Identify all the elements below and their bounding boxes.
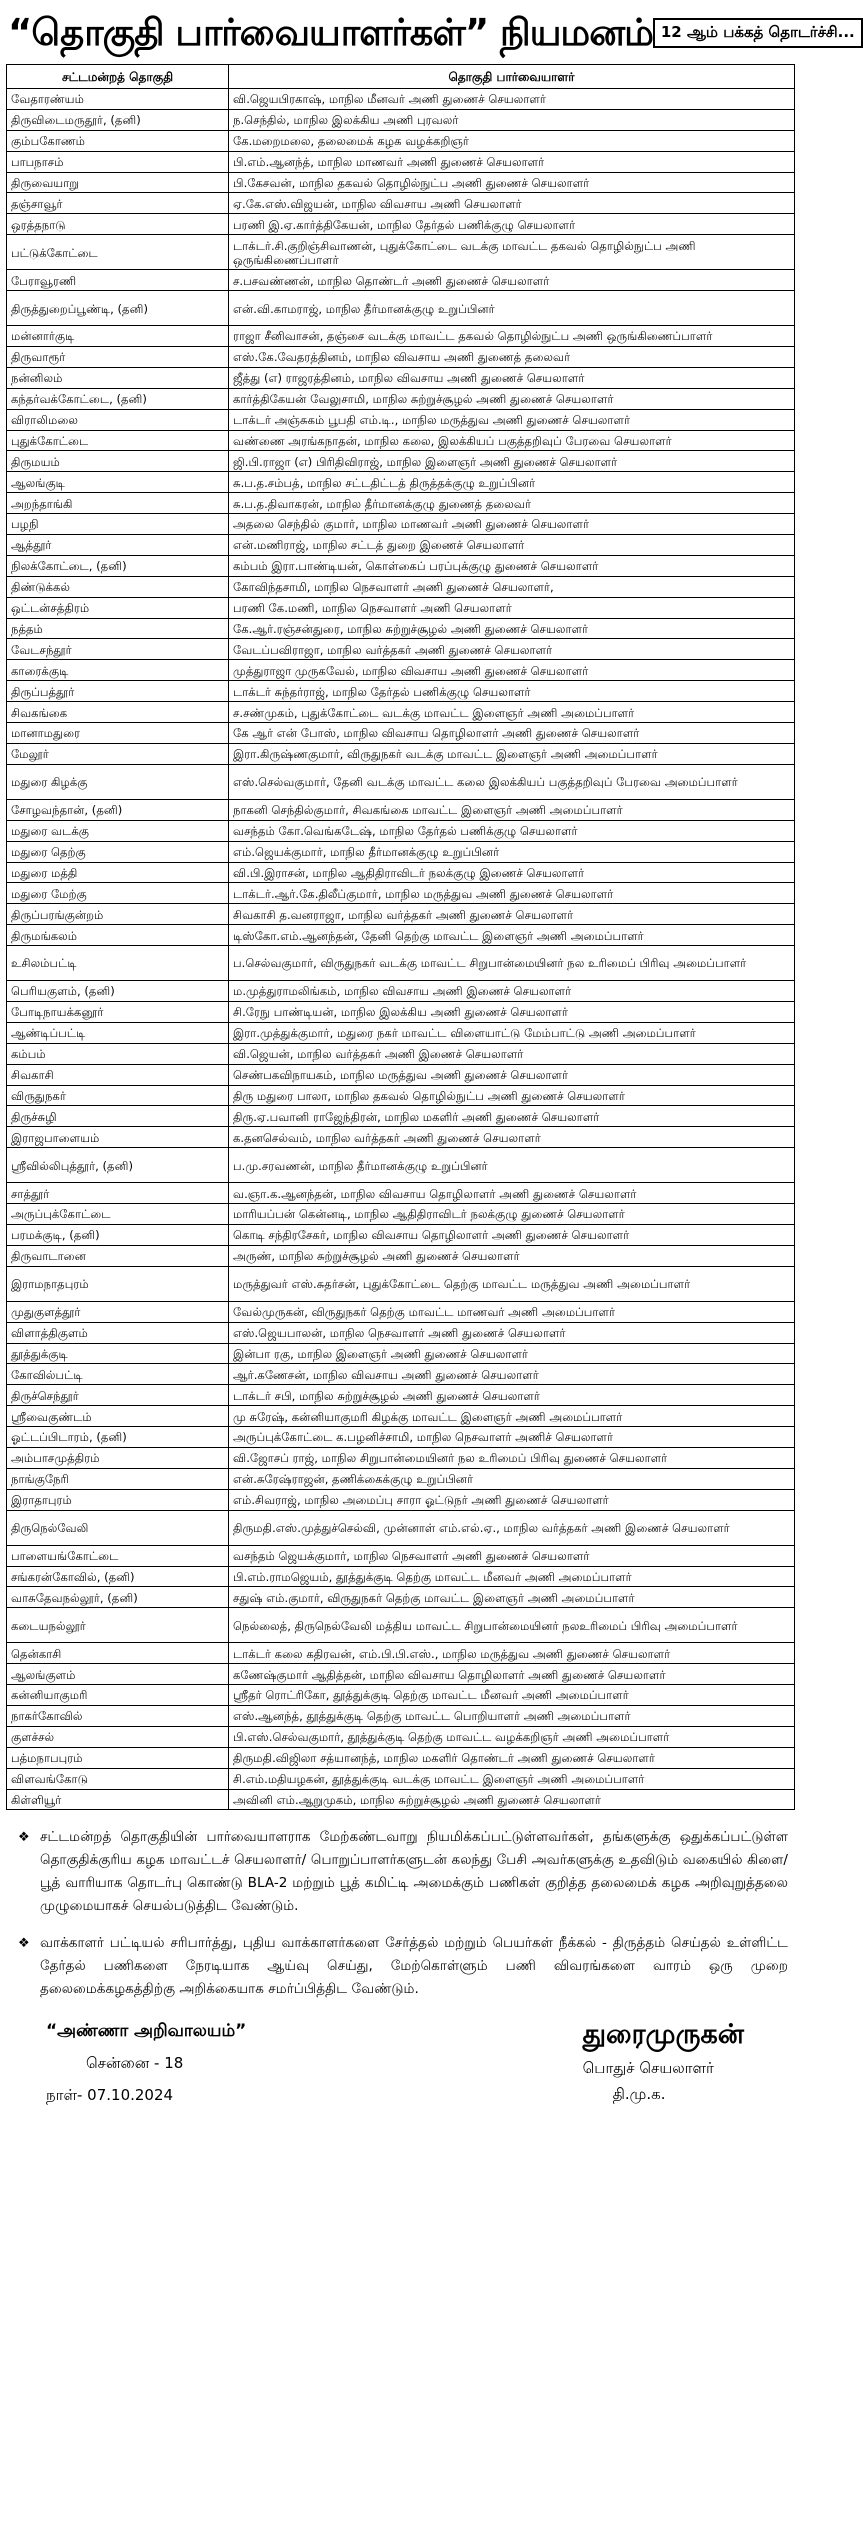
table-row — [7, 1183, 795, 1204]
observer-cell: சு.ப.த.சம்பத், மாநில சட்டதிட்டத் திருத்தக்குழு உறுப்பினர் — [229, 472, 795, 493]
observer-cell: கே.மறைமலை, தலைமைக் கழக வழக்கறிஞர் — [229, 130, 795, 151]
constituency-cell: ஓட்டப்பிடாரம், (தனி) — [7, 1427, 229, 1448]
observer-cell: மாரியப்பன் கென்னடி, மாநில ஆதிதிராவிடர் நலக்குழு துணைச் செயலாளர் — [229, 1204, 795, 1225]
observer-cell: ஜீத்து (எ) ராஜரத்தினம், மாநில விவசாய அணி துணைச் செயலாளர் — [229, 367, 795, 388]
observer-cell: வேல்முருகன், விருதுநகர் தெற்கு மாவட்ட மாணவர் அணி அமைப்பாளர் — [229, 1301, 795, 1322]
table-row — [7, 743, 795, 764]
observer-cell: அருண், மாநில சுற்றுச்சூழல் அணி துணைச் செயலாளர் — [229, 1245, 795, 1266]
observer-cell: இரா.முத்துக்குமார், மதுரை நகர் மாவட்ட விளையாட்டு மேம்பாட்டு அணி அமைப்பாளர் — [229, 1022, 795, 1043]
observer-cell: நெல்லைத், திருநெல்வேலி மத்திய மாவட்ட சிறுபான்மையினர் நலஉரிமைப் பிரிவு அமைப்பாளர் — [229, 1608, 795, 1643]
observer-cell: எஸ்.செல்வகுமார், தேனி வடக்கு மாவட்ட கலை இலக்கியப் பகுத்தறிவுப் பேரவை அமைப்பாளர் — [229, 764, 795, 799]
observer-cell: பி.எம்.ஆனந்த், மாநில மாணவர் அணி துணைச் செயலாளர் — [229, 151, 795, 172]
table-row — [7, 576, 795, 597]
table-row — [7, 535, 795, 556]
constituency-cell: பட்டுக்கோட்டை — [7, 235, 229, 270]
table-row — [7, 681, 795, 702]
observer-cell: எஸ்.ஜெயபாலன், மாநில நெசவாளர் அணி துணைச் செயலாளர் — [229, 1322, 795, 1343]
constituency-cell: வேதாரண்யம் — [7, 89, 229, 110]
table-row — [7, 472, 795, 493]
table-row — [7, 1406, 795, 1427]
table-row — [7, 1022, 795, 1043]
table-row — [7, 493, 795, 514]
constituency-cell: திருமங்கலம் — [7, 925, 229, 946]
constituency-cell: நத்தம் — [7, 618, 229, 639]
constituency-cell: திருச்செந்தூர் — [7, 1385, 229, 1406]
observer-cell: வி.பி.இராசன், மாநில ஆதிதிராவிடர் நலக்குழு இணைச் செயலாளர் — [229, 862, 795, 883]
table-row — [7, 1468, 795, 1489]
table-row — [7, 1106, 795, 1127]
table-row — [7, 451, 795, 472]
table-row — [7, 841, 795, 862]
diamond-bullet-icon: ❖ — [18, 1936, 30, 1952]
table-row — [7, 904, 795, 925]
observer-cell: வ.ஞா.க.ஆனந்தன், மாநில விவசாய தொழிலாளர் அணி துணைச் செயலாளர் — [229, 1183, 795, 1204]
constituency-cell: மானாமதுரை — [7, 723, 229, 744]
constituency-cell: முதுகுளத்தூர் — [7, 1301, 229, 1322]
instruction-item — [18, 1826, 788, 1918]
observer-cell: டிஸ்கோ.எம்.ஆனந்தன், தேனி தெற்கு மாவட்ட இளைஞர் அணி அமைப்பாளர் — [229, 925, 795, 946]
observer-cell: ஏ.கே.எஸ்.விஜயன், மாநில விவசாய அணி செயலாளர் — [229, 193, 795, 214]
constituency-cell: ஆண்டிப்பட்டி — [7, 1022, 229, 1043]
constituency-cell: திருவாரூர் — [7, 347, 229, 368]
constituency-cell: ஸ்ரீவில்லிபுத்தூர், (தனி) — [7, 1148, 229, 1183]
observer-cell: சி.எம்.மதியழகன், தூத்துக்குடி வடக்கு மாவட்ட இளைஞர் அணி அமைப்பாளர் — [229, 1768, 795, 1789]
constituency-cell: போடிநாயக்கனூர் — [7, 1001, 229, 1022]
observer-cell: கம்பம் இரா.பாண்டியன், கொள்கைப் பரப்புக்குழு துணைச் செயலாளர் — [229, 555, 795, 576]
office-city: சென்னை - 18 — [86, 2054, 184, 2073]
constituency-cell: பேராவூரணி — [7, 270, 229, 291]
constituency-cell: நாங்குநேரி — [7, 1468, 229, 1489]
constituency-cell: பெரியகுளம், (தனி) — [7, 981, 229, 1002]
observer-cell: நாகனி செந்தில்குமார், சிவகங்கை மாவட்ட இளைஞர் அணி அமைப்பாளர் — [229, 799, 795, 820]
party-name: தி.மு.க. — [612, 2085, 666, 2104]
constituency-cell: மதுரை தெற்கு — [7, 841, 229, 862]
observer-cell: எஸ்.கே.வேதரத்தினம், மாநில விவசாய அணி துணைத் தலைவர் — [229, 347, 795, 368]
table-row — [7, 1489, 795, 1510]
observer-cell: எஸ்.ஆனந்த், தூத்துக்குடி தெற்கு மாவட்ட பொறியாளர் அணி அமைப்பாளர் — [229, 1706, 795, 1727]
constituency-cell: கும்பகோணம் — [7, 130, 229, 151]
observer-cell: ராஜா சீனிவாசன், தஞ்சை வடக்கு மாவட்ட தகவல் தொழில்நுட்ப அணி ஒருங்கிணைப்பாளர் — [229, 326, 795, 347]
table-row — [7, 1085, 795, 1106]
table-row — [7, 925, 795, 946]
footer-left — [46, 2015, 246, 2111]
constituency-cell: புதுக்கோட்டை — [7, 430, 229, 451]
constituency-cell: கிள்ளியூர் — [7, 1789, 229, 1810]
instructions — [6, 1826, 794, 2001]
table-row — [7, 1789, 795, 1810]
constituency-cell: மதுரை மத்தி — [7, 862, 229, 883]
table-row — [7, 347, 795, 368]
constituency-cell: ஒரத்தநாடு — [7, 214, 229, 235]
constituency-cell: திருவாடானை — [7, 1245, 229, 1266]
observer-cell: எம்.ஜெயக்குமார், மாநில தீர்மானக்குழு உறுப்பினர் — [229, 841, 795, 862]
table-row — [7, 1127, 795, 1148]
footer-right — [583, 2015, 784, 2111]
constituency-cell: மதுரை வடக்கு — [7, 820, 229, 841]
constituency-cell: திருப்பத்தூர் — [7, 681, 229, 702]
constituency-cell: தஞ்சாவூர் — [7, 193, 229, 214]
observer-cell: இன்பா ரகு, மாநில இளைஞர் அணி துணைச் செயலாளர் — [229, 1343, 795, 1364]
constituency-cell: ஆலங்குளம் — [7, 1664, 229, 1685]
table-row — [7, 270, 795, 291]
observer-cell: என்.வி.காமராஜ், மாநில தீர்மானக்குழு உறுப்பினர் — [229, 291, 795, 326]
header — [6, 8, 855, 58]
observer-cell: ம.முத்துராமலிங்கம், மாநில விவசாய அணி இணைச் செயலாளர் — [229, 981, 795, 1002]
table-row — [7, 1224, 795, 1245]
observer-cell: டாக்டர்.சி.குறிஞ்சிவாணன், புதுக்கோட்டை வடக்கு மாவட்ட தகவல் தொழில்நுட்ப அணி ஒருங்கிணைப்பாளர் — [229, 235, 795, 270]
constituency-cell: திருமயம் — [7, 451, 229, 472]
table-row — [7, 883, 795, 904]
observer-cell: டாக்டர் சபி, மாநில சுற்றுச்சூழல் அணி துணைச் செயலாளர் — [229, 1385, 795, 1406]
observer-cell: என்.சுரேஷ்ராஜன், தணிக்கைக்குழு உறுப்பினர் — [229, 1468, 795, 1489]
table-row — [7, 981, 795, 1002]
table-row — [7, 1447, 795, 1468]
observer-cell: ந.செந்தில், மாநில இலக்கிய அணி புரவலர் — [229, 109, 795, 130]
table-row — [7, 1664, 795, 1685]
constituency-cell: திருத்துறைப்பூண்டி, (தனி) — [7, 291, 229, 326]
table-row — [7, 1510, 795, 1545]
instruction-text: வாக்காளர் பட்டியல் சரிபார்த்து, புதிய வாக்காளர்களை சேர்த்தல் மற்றும் பெயர்கள் நீக்கல் - திருத்தம் செய்தல் உள்ளிட்ட தேர்தல் பணிகளை நேரடியாக ஆய்வு செய்து, மேற்கொள்ளும் பணி விவரங்களை வாரம் ஒரு முறை தலைமைக்கழகத்திற்கு அறிக்கையாக சமர்ப்பித்திட வேண்டும். — [40, 1935, 788, 1998]
observer-cell: கார்த்திகேயன் வேலுசாமி, மாநில சுற்றுச்சூழல் அணி துணைச் செயலாளர் — [229, 388, 795, 409]
observer-cell: டாக்டர் சுந்தர்ராஜ், மாநில தேர்தல் பணிக்குழு செயலாளர் — [229, 681, 795, 702]
constituency-cell: குளச்சல் — [7, 1726, 229, 1747]
constituency-cell: திண்டுக்கல் — [7, 576, 229, 597]
table-row — [7, 1587, 795, 1608]
table-row — [7, 1301, 795, 1322]
observer-cell: வண்ணை அரங்கநாதன், மாநில கலை, இலக்கியப் பகுத்தறிவுப் பேரவை செயலாளர் — [229, 430, 795, 451]
table-row — [7, 1322, 795, 1343]
constituency-cell: இராமநாதபுரம் — [7, 1266, 229, 1301]
table-row — [7, 388, 795, 409]
issue-date: நாள்- 07.10.2024 — [46, 2086, 174, 2105]
observer-cell: அதலை செந்தில் குமார், மாநில மாணவர் அணி துணைச் செயலாளர் — [229, 514, 795, 535]
observer-cell: ப.மு.சரவணன், மாநில தீர்மானக்குழு உறுப்பினர் — [229, 1148, 795, 1183]
observer-cell: திரு மதுரை பாலா, மாநில தகவல் தொழில்நுட்ப அணி துணைச் செயலாளர் — [229, 1085, 795, 1106]
observer-cell: கணேஷ்குமார் ஆதித்தன், மாநில விவசாய தொழிலாளர் அணி துணைச் செயலாளர் — [229, 1664, 795, 1685]
table-row — [7, 193, 795, 214]
table-row — [7, 409, 795, 430]
observer-cell: இரா.கிருஷ்ணகுமார், விருதுநகர் வடக்கு மாவட்ட இளைஞர் அணி அமைப்பாளர் — [229, 743, 795, 764]
constituency-cell: நன்னிலம் — [7, 367, 229, 388]
table-row — [7, 1768, 795, 1789]
constituency-cell: ஒட்டன்சத்திரம் — [7, 597, 229, 618]
table-row — [7, 514, 795, 535]
table-row — [7, 1643, 795, 1664]
table-row — [7, 172, 795, 193]
constituency-cell: சிவகாசி — [7, 1064, 229, 1085]
table-row — [7, 660, 795, 681]
table-row — [7, 109, 795, 130]
observer-table — [6, 64, 795, 1810]
signatory-designation: பொதுச் செயலாளர் — [582, 2059, 714, 2078]
observer-cell: ஸ்ரீதர் ரொட்ரிகோ, தூத்துக்குடி தெற்கு மாவட்ட மீனவர் அணி அமைப்பாளர் — [229, 1685, 795, 1706]
constituency-cell: நிலக்கோட்டை, (தனி) — [7, 555, 229, 576]
footer — [6, 2015, 794, 2111]
table-row — [7, 1726, 795, 1747]
constituency-cell: அம்பாசமுத்திரம் — [7, 1447, 229, 1468]
observer-cell: ஆர்.கணேசன், மாநில விவசாய அணி துணைச் செயலாளர் — [229, 1364, 795, 1385]
constituency-cell: கன்னியாகுமரி — [7, 1685, 229, 1706]
observer-cell: பி.எஸ்.செல்வகுமார், தூத்துக்குடி தெற்கு மாவட்ட வழக்கறிஞர் அணி அமைப்பாளர் — [229, 1726, 795, 1747]
constituency-cell: சோழவந்தான், (தனி) — [7, 799, 229, 820]
observer-cell: திருமதி.எஸ்.முத்துச்செல்வி, முன்னாள் எம்.எல்.ஏ., மாநில வர்த்தகர் அணி இணைச் செயலாளர் — [229, 1510, 795, 1545]
table-row — [7, 597, 795, 618]
table-row — [7, 1148, 795, 1183]
column-header-observer: தொகுதி பார்வையாளர் — [229, 65, 795, 89]
table-row — [7, 862, 795, 883]
constituency-cell: இராஜபாளையம் — [7, 1127, 229, 1148]
constituency-cell: திருவிடைமருதூர், (தனி) — [7, 109, 229, 130]
constituency-cell: திருநெல்வேலி — [7, 1510, 229, 1545]
observer-cell: டாக்டர்.ஆர்.கே.திலீப்குமார், மாநில மருத்துவ அணி துணைச் செயலாளர் — [229, 883, 795, 904]
observer-cell: பி.கேசவன், மாநில தகவல் தொழில்நுட்ப அணி துணைச் செயலாளர் — [229, 172, 795, 193]
observer-cell: கே.ஆர்.ரஞ்சன்துரை, மாநில சுற்றுச்சூழல் அணி துணைச் செயலாளர் — [229, 618, 795, 639]
table-row — [7, 723, 795, 744]
constituency-cell: திருச்சுழி — [7, 1106, 229, 1127]
table-row — [7, 618, 795, 639]
observer-cell: வசந்தம் கோ.வெங்கடேஷ், மாநில தேர்தல் பணிக்குழு செயலாளர் — [229, 820, 795, 841]
table-row — [7, 946, 795, 981]
table-row — [7, 764, 795, 799]
table-row — [7, 291, 795, 326]
observer-cell: வேடப்பவிராஜா, மாநில வர்த்தகர் அணி துணைச் செயலாளர் — [229, 639, 795, 660]
table-row — [7, 326, 795, 347]
table-header-row — [7, 65, 795, 89]
table-row — [7, 1043, 795, 1064]
constituency-cell: திருவையாறு — [7, 172, 229, 193]
table-row — [7, 1685, 795, 1706]
observer-cell: கொடி சந்திரசேகர், மாநில விவசாய தொழிலாளர் அணி துணைச் செயலாளர் — [229, 1224, 795, 1245]
observer-cell: பி.எம்.ராமஜெயம், தூத்துக்குடி தெற்கு மாவட்ட மீனவர் அணி அமைப்பாளர் — [229, 1566, 795, 1587]
table-row — [7, 555, 795, 576]
constituency-cell: சாத்தூர் — [7, 1183, 229, 1204]
constituency-cell: விராலிமலை — [7, 409, 229, 430]
observer-cell: கே ஆர் என் போஸ், மாநில விவசாய தொழிலாளர் அணி துணைச் செயலாளர் — [229, 723, 795, 744]
observer-cell: வி.ஜெயன், மாநில வர்த்தகர் அணி இணைச் செயலாளர் — [229, 1043, 795, 1064]
constituency-cell: பாளையங்கோட்டை — [7, 1545, 229, 1566]
constituency-cell: பாபநாசம் — [7, 151, 229, 172]
table-row — [7, 130, 795, 151]
table-row — [7, 1064, 795, 1085]
constituency-cell: காரைக்குடி — [7, 660, 229, 681]
observer-cell: மு சுரேஷ், கன்னியாகுமரி கிழக்கு மாவட்ட இளைஞர் அணி அமைப்பாளர் — [229, 1406, 795, 1427]
diamond-bullet-icon: ❖ — [18, 1830, 30, 1846]
instruction-text: சட்டமன்றத் தொகுதியின் பார்வையாளராக மேற்கண்டவாறு நியமிக்கப்பட்டுள்ளவர்கள், தங்களுக்கு ஒதுக்கப்பட்டுள்ள தொகுதிக்குரிய கழக மாவட்டச் செயலாளர்/ பொறுப்பாளர்களுடன் கலந்து பேசி அவர்களுக்கு உதவிடும் வகையில் கிளை/பூத் வாரியாக தொடர்பு கொண்டு BLA-2 மற்றும் பூத் கமிட்டி அமைக்கும் பணிகள் குறித்த தலைமைக் கழக அறிவுறுத்தலை முழுமையாகச் செயல்படுத்திட வேண்டும். — [40, 1829, 788, 1915]
table-row — [7, 702, 795, 723]
constituency-cell: விளவங்கோடு — [7, 1768, 229, 1789]
constituency-cell: வேடசந்தூர் — [7, 639, 229, 660]
constituency-cell: தூத்துக்குடி — [7, 1343, 229, 1364]
constituency-cell: நாகர்கோவில் — [7, 1706, 229, 1727]
table-row — [7, 1385, 795, 1406]
table-row — [7, 1245, 795, 1266]
constituency-cell: ஸ்ரீவைகுண்டம் — [7, 1406, 229, 1427]
constituency-cell: கோவில்பட்டி — [7, 1364, 229, 1385]
instruction-item — [18, 1932, 788, 2001]
table-row — [7, 799, 795, 820]
observer-cell: ச.பசவண்ணன், மாநில தொண்டர் அணி துணைச் செயலாளர் — [229, 270, 795, 291]
observer-cell: கோவிந்தசாமி, மாநில நெசவாளர் அணி துணைச் செயலாளர், — [229, 576, 795, 597]
page-title: “தொகுதி பார்வையாளர்கள்” நியமனம் — [8, 11, 653, 54]
observer-cell: அருப்புக்கோட்டை க.பழனிச்சாமி, மாநில நெசவாளர் அணிச் செயலாளர் — [229, 1427, 795, 1448]
observer-cell: டாக்டர் கலை கதிரவன், எம்.பி.பி.எஸ்., மாநில மருத்துவ அணி துணைச் செயலாளர் — [229, 1643, 795, 1664]
constituency-cell: விருதுநகர் — [7, 1085, 229, 1106]
observer-cell: திரு.ஏ.பவானி ராஜேந்திரன், மாநில மகளிர் அணி துணைச் செயலாளர் — [229, 1106, 795, 1127]
table-row — [7, 1747, 795, 1768]
table-row — [7, 1364, 795, 1385]
office-name: “அண்ணா அறிவாலயம்” — [46, 2021, 247, 2042]
constituency-cell: மன்னார்குடி — [7, 326, 229, 347]
table-row — [7, 820, 795, 841]
observer-cell: வி.ஜோசப் ராஜ், மாநில சிறுபான்மையினர் நல உரிமைப் பிரிவு துணைச் செயலாளர் — [229, 1447, 795, 1468]
table-row — [7, 235, 795, 270]
observer-cell: வசந்தம் ஜெயக்குமார், மாநில நெசவாளர் அணி துணைச் செயலாளர் — [229, 1545, 795, 1566]
observer-cell: சி.ரேநு பாண்டியன், மாநில இலக்கிய அணி துணைச் செயலாளர் — [229, 1001, 795, 1022]
table-row — [7, 367, 795, 388]
observer-cell: எம்.சிவராஜ், மாநில அமைப்பு சாரா ஓட்டுநர் அணி துணைச் செயலாளர் — [229, 1489, 795, 1510]
observer-cell: ஜி.பி.ராஜா (எ) பிரிதிவிராஜ், மாநில இளைஞர் அணி துணைச் செயலாளர் — [229, 451, 795, 472]
constituency-cell: மதுரை மேற்கு — [7, 883, 229, 904]
observer-cell: சதுஷ் எம்.குமார், விருதுநகர் தெற்கு மாவட்ட இளைஞர் அணி அமைப்பாளர் — [229, 1587, 795, 1608]
observer-cell: மருத்துவர் எஸ்.சுதர்சன், புதுக்கோட்டை தெற்கு மாவட்ட மருத்துவ அணி அமைப்பாளர் — [229, 1266, 795, 1301]
observer-cell: முத்துராஜா முருகவேல், மாநில விவசாய அணி துணைச் செயலாளர் — [229, 660, 795, 681]
observer-cell: சு.ப.த.திவாகரன், மாநில தீர்மானக்குழு துணைத் தலைவர் — [229, 493, 795, 514]
table-row — [7, 1706, 795, 1727]
constituency-cell: திருப்பரங்குன்றம் — [7, 904, 229, 925]
observer-cell: திருமதி.விஜிலா சத்யானந்த், மாநில மகளிர் தொண்டர் அணி துணைச் செயலாளர் — [229, 1747, 795, 1768]
observer-cell: க.தனசெல்வம், மாநில வர்த்தகர் அணி துணைச் செயலாளர் — [229, 1127, 795, 1148]
signatory-name: துரைமுருகன் — [582, 2019, 744, 2051]
observer-cell: சிவகாசி த.வனராஜா, மாநில வர்த்தகர் அணி துணைச் செயலாளர் — [229, 904, 795, 925]
constituency-cell: பரமக்குடி, (தனி) — [7, 1224, 229, 1245]
table-row — [7, 214, 795, 235]
observer-cell: பரணி இ.ஏ.கார்த்திகேயன், மாநில தேர்தல் பணிக்குழு செயலாளர் — [229, 214, 795, 235]
observer-cell: செண்பகவிநாயகம், மாநில மருத்துவ அணி துணைச் செயலாளர் — [229, 1064, 795, 1085]
constituency-cell: அறந்தாங்கி — [7, 493, 229, 514]
constituency-cell: மேலூர் — [7, 743, 229, 764]
constituency-cell: கம்பம் — [7, 1043, 229, 1064]
constituency-cell: ஆலங்குடி — [7, 472, 229, 493]
table-row — [7, 89, 795, 110]
constituency-cell: சங்கரன்கோவில், (தனி) — [7, 1566, 229, 1587]
constituency-cell: வாசுதேவநல்லூர், (தனி) — [7, 1587, 229, 1608]
table-row — [7, 639, 795, 660]
constituency-cell: பத்மநாபபுரம் — [7, 1747, 229, 1768]
table-row — [7, 430, 795, 451]
constituency-cell: உசிலம்பட்டி — [7, 946, 229, 981]
table-row — [7, 1608, 795, 1643]
constituency-cell: சிவகங்கை — [7, 702, 229, 723]
table-row — [7, 1427, 795, 1448]
observer-cell: பரணி கே.மணி, மாநில நெசவாளர் அணி செயலாளர் — [229, 597, 795, 618]
observer-cell: ப.செல்வகுமார், விருதுநகர் வடக்கு மாவட்ட சிறுபான்மையினர் நல உரிமைப் பிரிவு அமைப்பாளர் — [229, 946, 795, 981]
constituency-cell: அருப்புக்கோட்டை — [7, 1204, 229, 1225]
continued-note: 12 ஆம் பக்கத் தொடர்ச்சி... — [653, 18, 863, 48]
observer-cell: ச.சண்முகம், புதுக்கோட்டை வடக்கு மாவட்ட இளைஞர் அணி அமைப்பாளர் — [229, 702, 795, 723]
table-row — [7, 1001, 795, 1022]
column-header-constituency: சட்டமன்றத் தொகுதி — [7, 65, 229, 89]
constituency-cell: இராதாபுரம் — [7, 1489, 229, 1510]
table-row — [7, 1566, 795, 1587]
table-row — [7, 1204, 795, 1225]
table-row — [7, 1343, 795, 1364]
observer-cell: என்.மணிராஜ், மாநில சட்டத் துறை இணைச் செயலாளர் — [229, 535, 795, 556]
table-row — [7, 151, 795, 172]
constituency-cell: கந்தர்வக்கோட்டை, (தனி) — [7, 388, 229, 409]
observer-cell: டாக்டர் அஞ்சுகம் பூபதி எம்.டி., மாநில மருத்துவ அணி துணைச் செயலாளர் — [229, 409, 795, 430]
constituency-cell: பழநி — [7, 514, 229, 535]
table-row — [7, 1266, 795, 1301]
constituency-cell: விளாத்திகுளம் — [7, 1322, 229, 1343]
constituency-cell: தென்காசி — [7, 1643, 229, 1664]
constituency-cell: கடையநல்லூர் — [7, 1608, 229, 1643]
table-row — [7, 1545, 795, 1566]
constituency-cell: ஆத்தூர் — [7, 535, 229, 556]
constituency-cell: மதுரை கிழக்கு — [7, 764, 229, 799]
observer-cell: வி.ஜெயபிரகாஷ், மாநில மீனவர் அணி துணைச் செயலாளர் — [229, 89, 795, 110]
observer-cell: அவினி எம்.ஆறுமுகம், மாநில சுற்றுச்சூழல் அணி துணைச் செயலாளர் — [229, 1789, 795, 1810]
